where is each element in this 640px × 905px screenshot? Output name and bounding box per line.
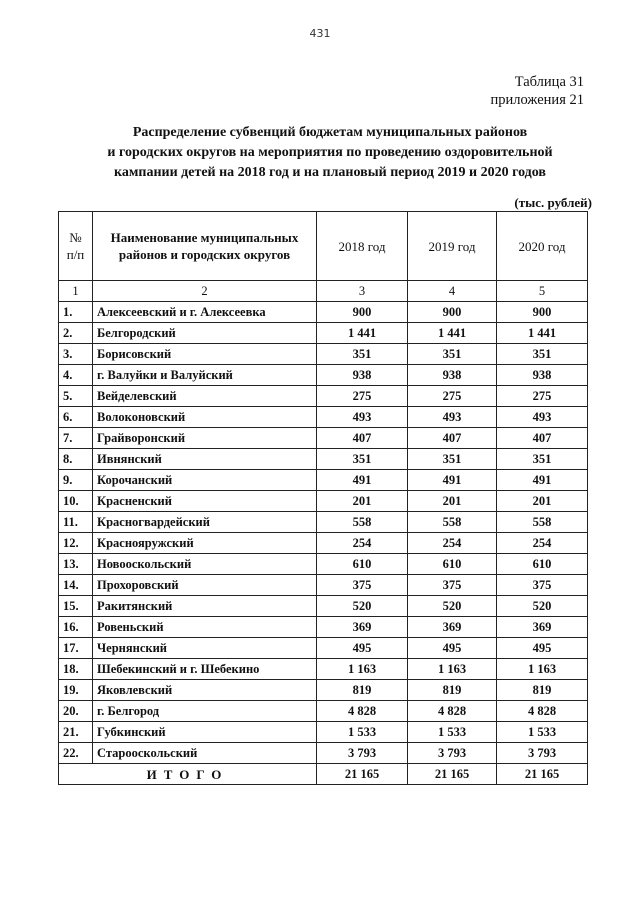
value-2019-cell: 375 xyxy=(408,575,497,596)
table-row xyxy=(59,680,588,701)
value-2018-cell: 520 xyxy=(317,596,408,617)
value-2018-cell: 938 xyxy=(317,365,408,386)
value-2019-cell: 610 xyxy=(408,554,497,575)
document-title-line-3: кампании детей на 2018 год и на плановый период 2019 и 2020 годов xyxy=(114,165,546,180)
document-title-line-2: и городских округов на мероприятия по проведению оздоровительной xyxy=(107,145,553,160)
row-number-cell: 7. xyxy=(59,428,93,449)
value-2019-cell: 493 xyxy=(408,407,497,428)
value-2018-cell: 900 xyxy=(317,302,408,323)
value-2018-cell: 1 533 xyxy=(317,722,408,743)
value-2020-cell: 491 xyxy=(497,470,588,491)
row-number-cell: 4. xyxy=(59,365,93,386)
table-row xyxy=(59,365,588,386)
value-2020-cell: 3 793 xyxy=(497,743,588,764)
header-name: Наименование муниципальных районов и городских округов xyxy=(93,212,317,281)
row-number-cell: 17. xyxy=(59,638,93,659)
column-index-cell: 5 xyxy=(497,281,588,302)
header-2018: 2018 год xyxy=(317,212,408,281)
page-number: 431 xyxy=(309,27,331,40)
district-name-cell: г. Валуйки и Валуйский xyxy=(93,365,317,386)
units-note: (тыс. рублей) xyxy=(514,195,592,210)
value-2018-cell: 254 xyxy=(317,533,408,554)
value-2020-cell: 495 xyxy=(497,638,588,659)
value-2020-cell: 1 441 xyxy=(497,323,588,344)
row-number-cell: 11. xyxy=(59,512,93,533)
table-row xyxy=(59,743,588,764)
total-label: ИТОГО xyxy=(59,764,317,785)
row-number-cell: 6. xyxy=(59,407,93,428)
value-2020-cell: 900 xyxy=(497,302,588,323)
table-row xyxy=(59,659,588,680)
row-number-cell: 22. xyxy=(59,743,93,764)
total-2020-cell: 21 165 xyxy=(497,764,588,785)
document-title-line-1: Распределение субвенций бюджетам муниципальных районов xyxy=(132,125,528,140)
column-index-row xyxy=(59,281,588,302)
value-2020-cell: 369 xyxy=(497,617,588,638)
table-row xyxy=(59,491,588,512)
value-2018-cell: 610 xyxy=(317,554,408,575)
column-index-cell: 1 xyxy=(59,281,93,302)
table-row xyxy=(59,302,588,323)
value-2020-cell: 4 828 xyxy=(497,701,588,722)
district-name-cell: Белгородский xyxy=(93,323,317,344)
table-caption-line-1: Таблица 31 xyxy=(514,74,584,90)
value-2019-cell: 495 xyxy=(408,638,497,659)
value-2019-cell: 1 441 xyxy=(408,323,497,344)
value-2018-cell: 491 xyxy=(317,470,408,491)
district-name-cell: Корочанский xyxy=(93,470,317,491)
row-number-cell: 12. xyxy=(59,533,93,554)
table-row xyxy=(59,344,588,365)
row-number-cell: 2. xyxy=(59,323,93,344)
table-row xyxy=(59,449,588,470)
document-title xyxy=(40,123,620,183)
value-2019-cell: 407 xyxy=(408,428,497,449)
district-name-cell: Вейделевский xyxy=(93,386,317,407)
value-2018-cell: 201 xyxy=(317,491,408,512)
value-2019-cell: 1 533 xyxy=(408,722,497,743)
value-2019-cell: 369 xyxy=(408,617,497,638)
value-2018-cell: 1 163 xyxy=(317,659,408,680)
header-number: № п/п xyxy=(59,212,93,281)
row-number-cell: 18. xyxy=(59,659,93,680)
table-header-row xyxy=(59,212,588,281)
row-number-cell: 8. xyxy=(59,449,93,470)
district-name-cell: Борисовский xyxy=(93,344,317,365)
table-caption xyxy=(491,73,584,109)
district-name-cell: Красненский xyxy=(93,491,317,512)
district-name-cell: Яковлевский xyxy=(93,680,317,701)
district-name-cell: Чернянский xyxy=(93,638,317,659)
value-2018-cell: 493 xyxy=(317,407,408,428)
row-number-cell: 16. xyxy=(59,617,93,638)
district-name-cell: Краснояружский xyxy=(93,533,317,554)
value-2018-cell: 351 xyxy=(317,344,408,365)
table-row xyxy=(59,428,588,449)
total-2019-cell: 21 165 xyxy=(408,764,497,785)
value-2019-cell: 275 xyxy=(408,386,497,407)
district-name-cell: г. Белгород xyxy=(93,701,317,722)
value-2019-cell: 351 xyxy=(408,449,497,470)
row-number-cell: 5. xyxy=(59,386,93,407)
value-2018-cell: 558 xyxy=(317,512,408,533)
value-2018-cell: 3 793 xyxy=(317,743,408,764)
value-2018-cell: 275 xyxy=(317,386,408,407)
row-number-cell: 13. xyxy=(59,554,93,575)
value-2019-cell: 1 163 xyxy=(408,659,497,680)
value-2019-cell: 3 793 xyxy=(408,743,497,764)
column-index-cell: 2 xyxy=(93,281,317,302)
district-name-cell: Грайворонский xyxy=(93,428,317,449)
value-2020-cell: 819 xyxy=(497,680,588,701)
district-name-cell: Алексеевский и г. Алексеевка xyxy=(93,302,317,323)
row-number-cell: 10. xyxy=(59,491,93,512)
value-2019-cell: 520 xyxy=(408,596,497,617)
row-number-cell: 20. xyxy=(59,701,93,722)
table-row xyxy=(59,386,588,407)
row-number-cell: 15. xyxy=(59,596,93,617)
column-index-cell: 4 xyxy=(408,281,497,302)
table-row xyxy=(59,470,588,491)
table-row xyxy=(59,638,588,659)
header-2020: 2020 год xyxy=(497,212,588,281)
value-2020-cell: 375 xyxy=(497,575,588,596)
value-2020-cell: 1 163 xyxy=(497,659,588,680)
district-name-cell: Ракитянский xyxy=(93,596,317,617)
row-number-cell: 21. xyxy=(59,722,93,743)
row-number-cell: 14. xyxy=(59,575,93,596)
value-2019-cell: 351 xyxy=(408,344,497,365)
district-name-cell: Прохоровский xyxy=(93,575,317,596)
value-2020-cell: 558 xyxy=(497,512,588,533)
value-2020-cell: 351 xyxy=(497,449,588,470)
district-name-cell: Шебекинский и г. Шебекино xyxy=(93,659,317,680)
value-2020-cell: 493 xyxy=(497,407,588,428)
value-2019-cell: 201 xyxy=(408,491,497,512)
table-row xyxy=(59,596,588,617)
district-name-cell: Новооскольский xyxy=(93,554,317,575)
value-2018-cell: 369 xyxy=(317,617,408,638)
table-row xyxy=(59,554,588,575)
value-2018-cell: 1 441 xyxy=(317,323,408,344)
value-2019-cell: 4 828 xyxy=(408,701,497,722)
value-2019-cell: 491 xyxy=(408,470,497,491)
total-2018-cell: 21 165 xyxy=(317,764,408,785)
header-2019: 2019 год xyxy=(408,212,497,281)
table-row xyxy=(59,575,588,596)
value-2020-cell: 351 xyxy=(497,344,588,365)
value-2020-cell: 254 xyxy=(497,533,588,554)
value-2018-cell: 375 xyxy=(317,575,408,596)
row-number-cell: 9. xyxy=(59,470,93,491)
value-2018-cell: 407 xyxy=(317,428,408,449)
district-name-cell: Волоконовский xyxy=(93,407,317,428)
table-row xyxy=(59,701,588,722)
table-row xyxy=(59,533,588,554)
total-row xyxy=(59,764,588,785)
subsidy-table xyxy=(58,211,588,785)
value-2018-cell: 4 828 xyxy=(317,701,408,722)
value-2018-cell: 495 xyxy=(317,638,408,659)
table-row xyxy=(59,512,588,533)
district-name-cell: Ровеньский xyxy=(93,617,317,638)
value-2019-cell: 900 xyxy=(408,302,497,323)
value-2018-cell: 351 xyxy=(317,449,408,470)
table-row xyxy=(59,407,588,428)
value-2020-cell: 1 533 xyxy=(497,722,588,743)
value-2020-cell: 275 xyxy=(497,386,588,407)
value-2020-cell: 407 xyxy=(497,428,588,449)
value-2019-cell: 558 xyxy=(408,512,497,533)
table-row xyxy=(59,617,588,638)
value-2020-cell: 201 xyxy=(497,491,588,512)
table-row xyxy=(59,722,588,743)
district-name-cell: Губкинский xyxy=(93,722,317,743)
table-caption-line-2: приложения 21 xyxy=(490,92,584,108)
column-index-cell: 3 xyxy=(317,281,408,302)
table-row xyxy=(59,323,588,344)
value-2019-cell: 819 xyxy=(408,680,497,701)
value-2019-cell: 254 xyxy=(408,533,497,554)
value-2020-cell: 610 xyxy=(497,554,588,575)
district-name-cell: Старооскольский xyxy=(93,743,317,764)
row-number-cell: 19. xyxy=(59,680,93,701)
value-2018-cell: 819 xyxy=(317,680,408,701)
value-2019-cell: 938 xyxy=(408,365,497,386)
row-number-cell: 3. xyxy=(59,344,93,365)
value-2020-cell: 938 xyxy=(497,365,588,386)
district-name-cell: Красногвардейский xyxy=(93,512,317,533)
row-number-cell: 1. xyxy=(59,302,93,323)
district-name-cell: Ивнянский xyxy=(93,449,317,470)
value-2020-cell: 520 xyxy=(497,596,588,617)
